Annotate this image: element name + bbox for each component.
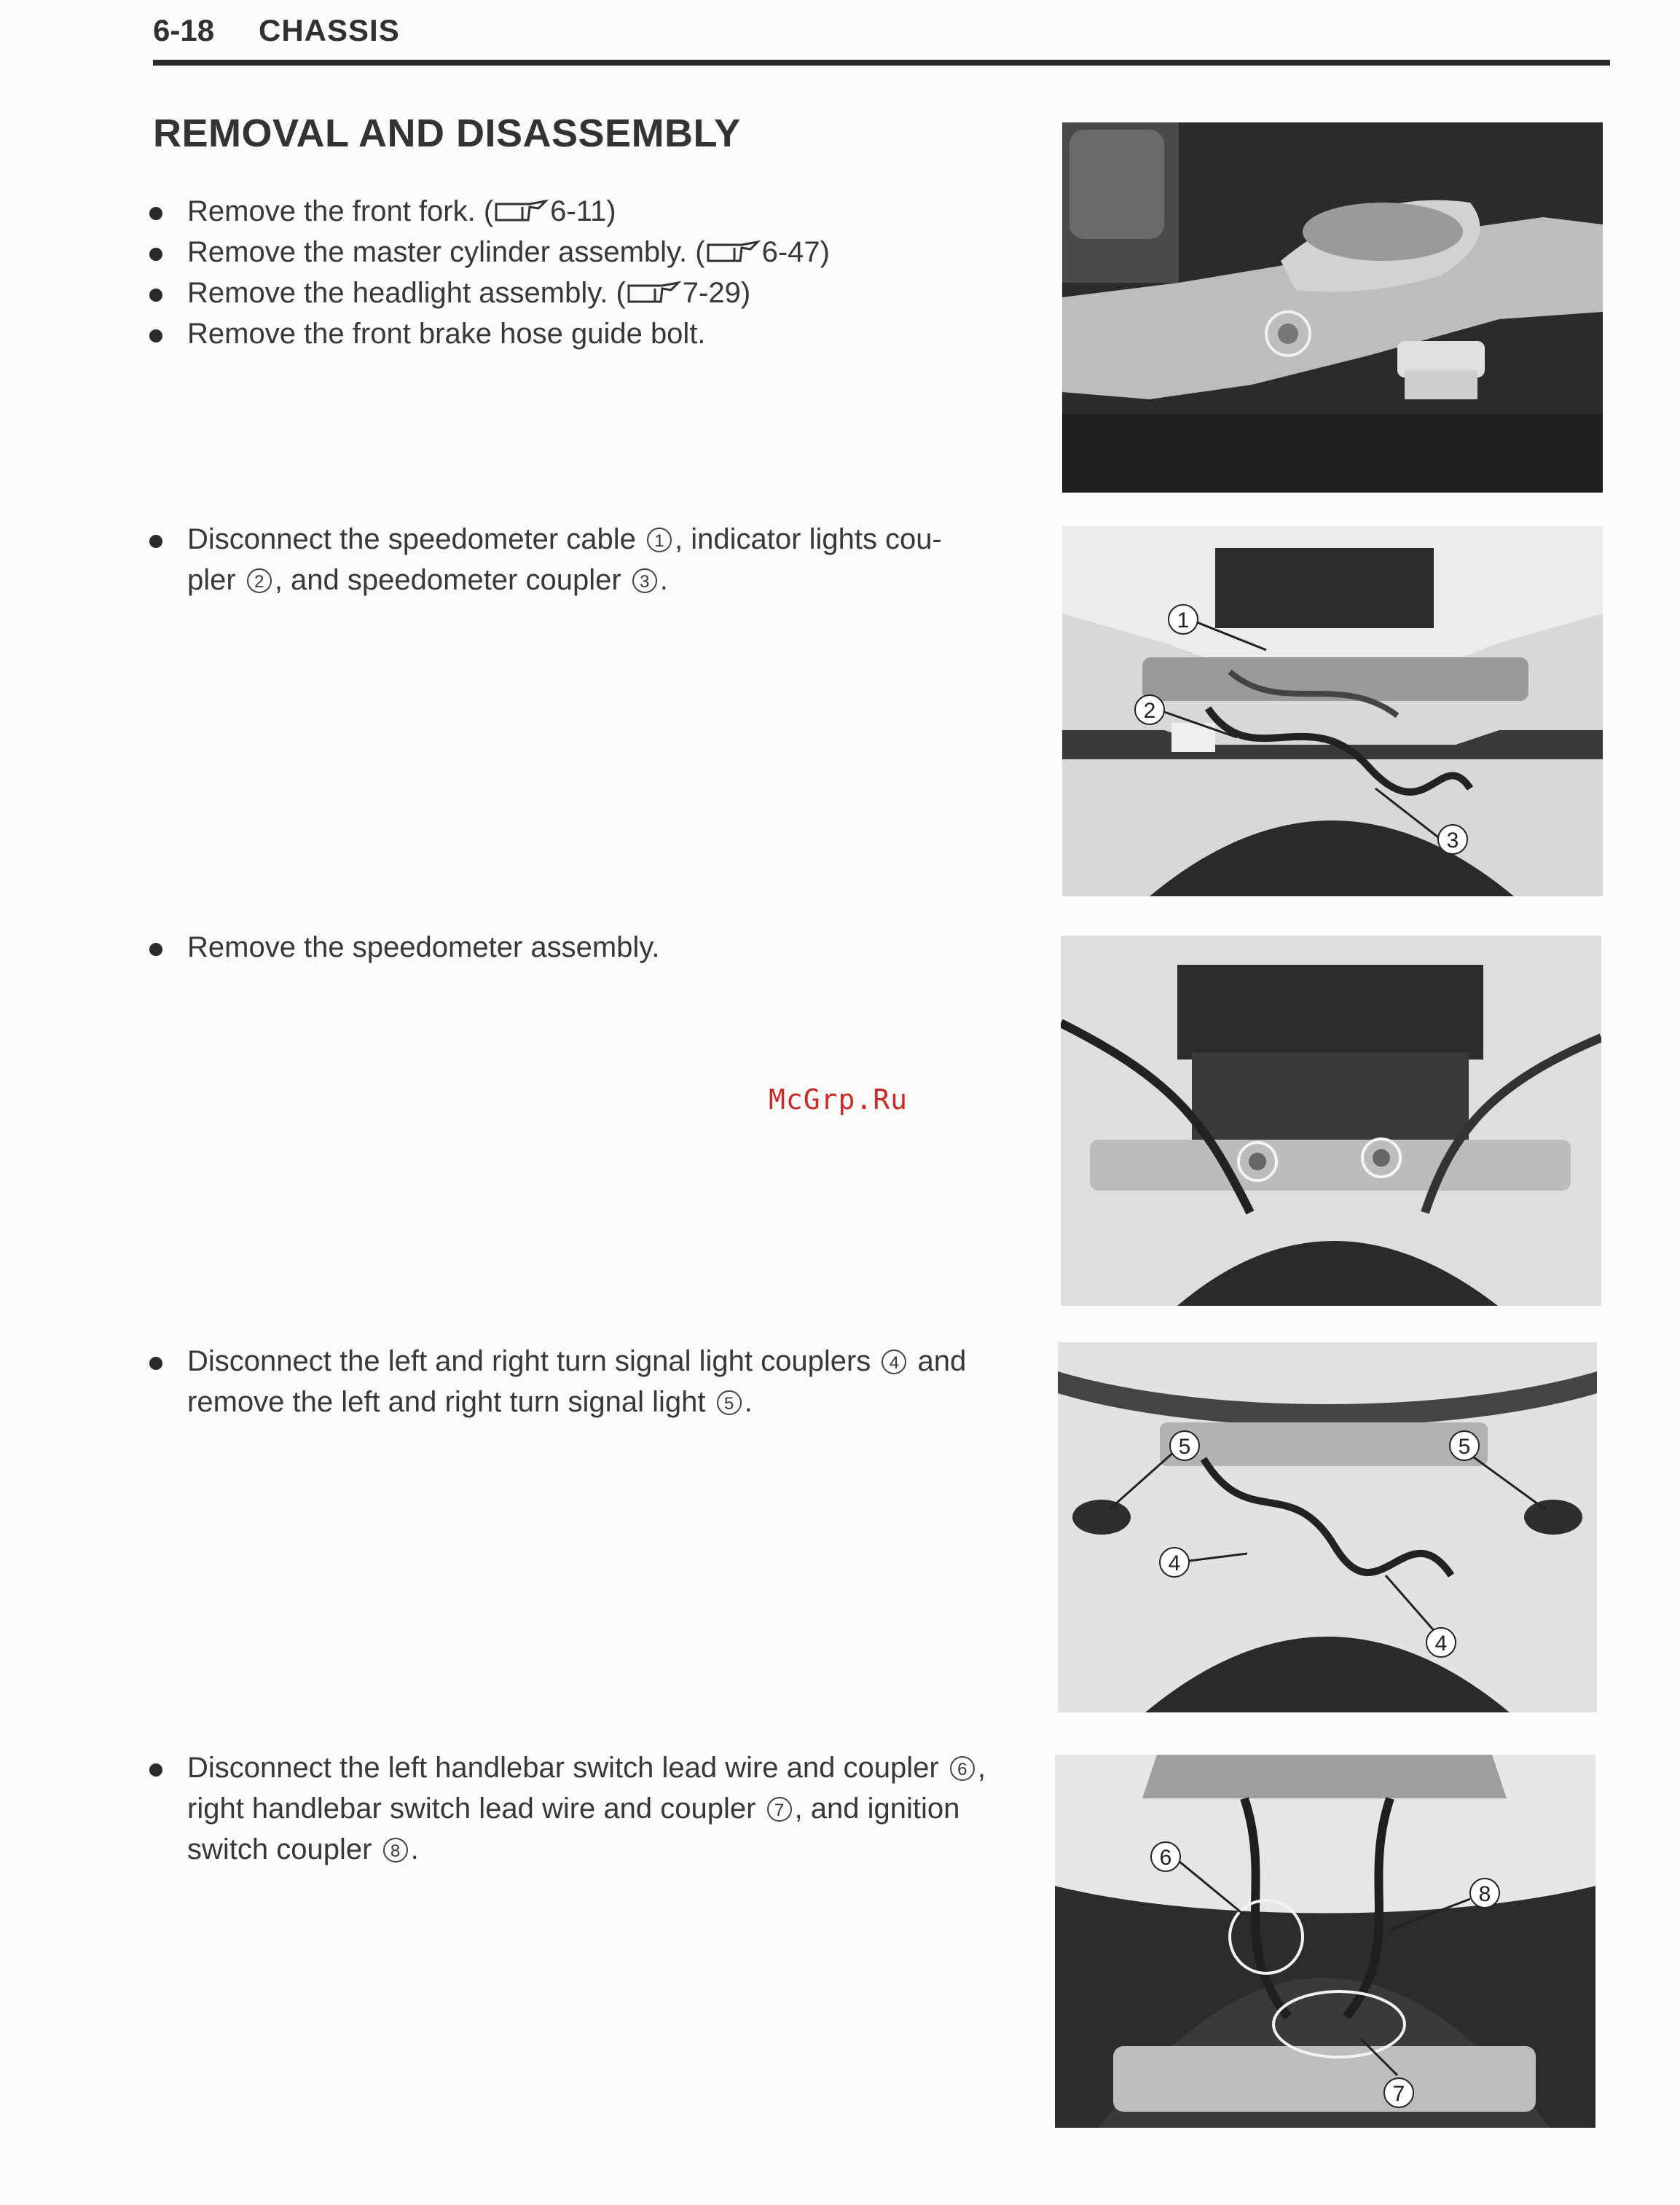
callout-number: 3: [632, 568, 657, 593]
photo-callout: 5: [1178, 1435, 1191, 1459]
bullet-icon: [149, 1357, 162, 1370]
bullet-icon: [149, 207, 162, 220]
callout-number: 2: [247, 568, 272, 593]
callout-number: 4: [882, 1350, 906, 1374]
photo-callout: 6: [1159, 1846, 1172, 1870]
bullet-icon: [149, 329, 162, 342]
page-title: REMOVAL AND DISASSEMBLY: [153, 111, 741, 155]
callout-number: 5: [717, 1390, 742, 1415]
photo-callout: 4: [1168, 1551, 1181, 1575]
bullet-icon: [149, 943, 162, 956]
photo-callout: 1: [1177, 608, 1190, 632]
callout-number: 1: [647, 528, 672, 552]
photo-callout: 2: [1143, 699, 1156, 723]
bullet-icon: [149, 1763, 162, 1777]
reference-pointer-icon: [626, 280, 683, 305]
photo-callout: 4: [1434, 1632, 1448, 1656]
photo-callout: 8: [1478, 1882, 1491, 1906]
watermark: McGrp.Ru: [769, 1084, 908, 1116]
reference-pointer-icon: [705, 239, 762, 264]
photo-callout: 3: [1446, 829, 1459, 853]
bullet-icon: [149, 248, 162, 261]
bullet-icon: [149, 289, 162, 302]
page-header: [153, 13, 1610, 57]
header-rule: [153, 60, 1610, 66]
photo-handlebar-switch-couplers: [1055, 1755, 1595, 2128]
bullet-icon: [149, 535, 162, 548]
page-number: 6-18: [153, 13, 215, 47]
photo-speedometer-couplers: [1062, 526, 1603, 896]
callout-number: 6: [950, 1756, 975, 1781]
reference-pointer-icon: [493, 198, 550, 223]
photo-callout: 7: [1392, 2082, 1405, 2106]
photo-turn-signal-couplers: [1058, 1342, 1597, 1712]
photo-callout: 5: [1458, 1435, 1471, 1459]
callout-number: 8: [383, 1838, 408, 1863]
section-title: CHASSIS: [259, 13, 400, 47]
photo-speedometer-assembly: [1061, 936, 1601, 1306]
photo-brake-hose-guide-bolt: [1062, 122, 1603, 493]
callout-number: 7: [767, 1797, 792, 1822]
